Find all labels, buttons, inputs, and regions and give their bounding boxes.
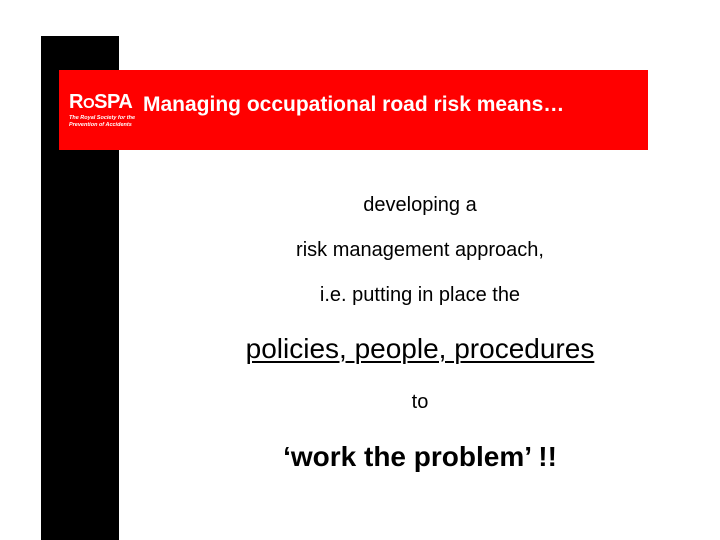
body-line-to: to bbox=[411, 391, 429, 413]
body-line-developing: developing a bbox=[363, 194, 477, 216]
slide-title: Managing occupational road risk means… bbox=[143, 93, 565, 116]
logo-tagline-line2: Prevention of Accidents bbox=[69, 122, 132, 128]
body-line-approach: risk management approach, bbox=[296, 239, 544, 261]
logo-wordmark bbox=[69, 92, 135, 114]
body-line-putting-in-place: i.e. putting in place the bbox=[319, 284, 521, 306]
logo-name-prefix: R bbox=[69, 91, 83, 113]
logo-tagline bbox=[69, 115, 135, 129]
logo-tagline-line1: The Royal Society for the bbox=[69, 115, 136, 121]
logo-name-suffix: SPA bbox=[94, 91, 133, 113]
logo-name-small: O bbox=[82, 95, 95, 112]
body-line-work-the-problem: ‘work the problem’ !! bbox=[283, 441, 557, 472]
rospa-logo bbox=[69, 92, 135, 128]
body-line-policies: policies, people, procedures bbox=[245, 333, 595, 364]
